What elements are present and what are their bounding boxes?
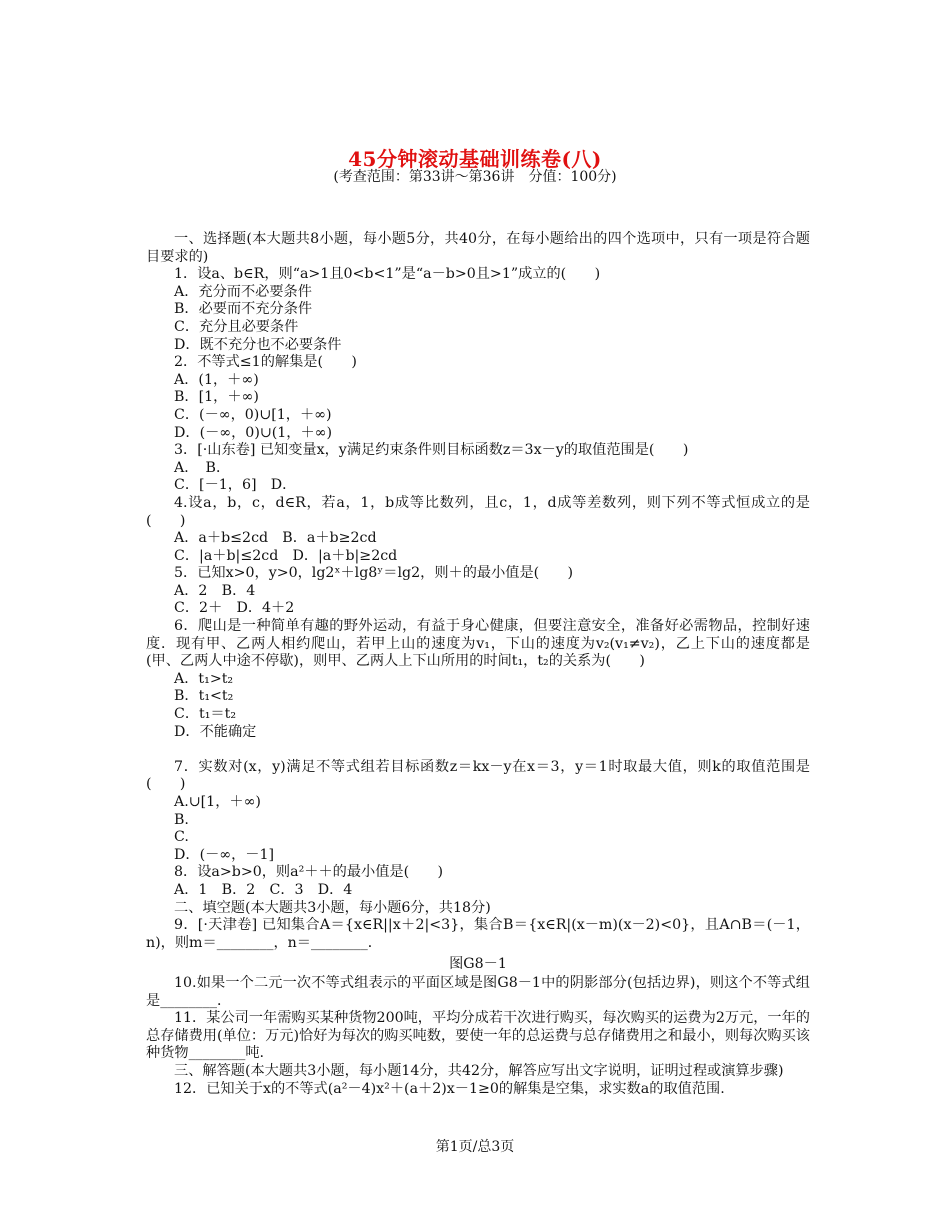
question-1-option-a: A．充分而不必要条件 [174,283,312,300]
page-subtitle: (考查范围：第33讲～第36讲 分值：100分) [333,169,617,185]
section-heading-choice: 一、选择题(本大题共8小题，每小题5分，共40分，在每小题给出的四个选项中，只有一项是符合题目要求的) [146,231,810,265]
question-6-option-c: C．t₁＝t₂ [174,706,237,723]
question-12-stem: 12．已知关于x的不等式(a²－4)x²＋(a＋2)x－1≥0的解集是空集，求实数a的取值范围. [174,1080,725,1097]
question-2-option-a: A．(1，＋∞) [174,371,259,388]
question-8-stem: 8．设a>b>0，则a²＋＋的最小值是( ) [174,864,444,881]
question-6-option-a: A．t₁>t₂ [174,670,234,687]
question-1-option-d: D．既不充分也不必要条件 [174,336,342,353]
question-4-options-ab: A．a＋b≤2cd B．a＋b≥2cd [174,530,377,547]
question-6-option-b: B．t₁<t₂ [174,688,234,705]
question-3-options-cd: C．[－1，6] D． [174,477,297,494]
question-1-option-c: C．充分且必要条件 [174,318,299,335]
question-2-stem: 2．不等式≤1的解集是( ) [174,354,357,371]
question-9-stem: 9．[·天津卷] 已知集合A＝{x∈R||x＋2|<3}，集合B＝{x∈R|(x－m)(x－2)<0}，且A∩B＝(－1，n)，则m＝________，n＝________． [146,917,810,951]
question-7-stem: 7．实数对(x，y)满足不等式组若目标函数z＝kx－y在x＝3，y＝1时取最大值，则k的取值范围是( ) [146,758,810,793]
question-2-option-c: C．(－∞，0)∪[1，＋∞) [174,406,332,423]
question-4-options-cd: C．|a＋b|≤2cd D．|a＋b|≥2cd [174,547,398,564]
question-10-stem: 10.如果一个二元一次不等式组表示的平面区域是图G8－1中的阴影部分(包括边界)，则这个不等式组是________． [146,974,810,1009]
question-6-stem: 6．爬山是一种简单有趣的野外运动，有益于身心健康，但要注意安全，准备好必需物品，控制好速度．现有甲、乙两人相约爬山，若甲上山的速度为v₁，下山的速度为v₂(v₁≠v₂)，乙上下山的速度都是(甲、乙两人中途不停歇)，则甲、乙两人上下山所用的时间t₁，t₂的关系为( ) [146,618,810,670]
question-7-option-a: A.∪[1，＋∞) [174,794,261,810]
question-8-options: A．1 B．2 C．3 D．4 [174,881,353,898]
question-5-options-ab: A．2 B．4 [174,582,256,599]
question-5-options-cd: C．2＋ D．4＋2 [174,600,295,617]
page-number: 第1页/总3页 [435,1139,515,1155]
question-11-stem: 11．某公司一年需购买某种货物200吨，平均分成若干次进行购买，每次购买的运费为2万元，一年的总存储费用(单位：万元)恰好为每次的购买吨数，要使一年的总运费与总存储费用之和最小，则每次购买该种货物________吨. [146,1010,810,1062]
question-2-option-d: D．(－∞，0)∪(1，＋∞) [174,424,333,441]
question-4-stem: 4.设a，b，c，d∈R，若a，1，b成等比数列，且c，1，d成等差数列，则下列不等式恒成立的是( ) [146,494,810,529]
question-7-option-d: D．(－∞，－1] [174,846,275,863]
question-5-stem: 5．已知x>0，y>0，lg2ˣ＋lg8ʸ＝lg2，则＋的最小值是( ) [174,565,574,582]
question-6-option-d: D．不能确定 [174,723,257,740]
question-1-option-b: B．必要而不充分条件 [174,301,313,318]
question-7-option-b: B. [174,811,189,828]
section-heading-answer: 三、解答题(本大题共3小题，每小题14分，共42分，解答应写出文字说明，证明过程或演算步骤) [174,1062,784,1079]
question-2-option-b: B．[1，＋∞) [174,389,259,406]
question-7-option-c: C. [174,829,189,846]
question-3-options-ab: A． B． [174,459,231,476]
spacer [146,741,810,759]
question-1-stem: 1．设a、b∈R，则“a>1且0<b<1”是“a－b>0且>1”成立的( ) [174,266,601,283]
figure-caption: 图G8－1 [449,956,507,973]
section-heading-fill: 二、填空题(本大题共3小题，每小题6分，共18分) [174,899,491,916]
exam-content [146,231,810,1098]
page-title: 45分钟滚动基础训练卷(八) [348,147,602,171]
question-3-stem: 3．[·山东卷] 已知变量x，y满足约束条件则目标函数z＝3x－y的取值范围是( ) [174,442,689,459]
